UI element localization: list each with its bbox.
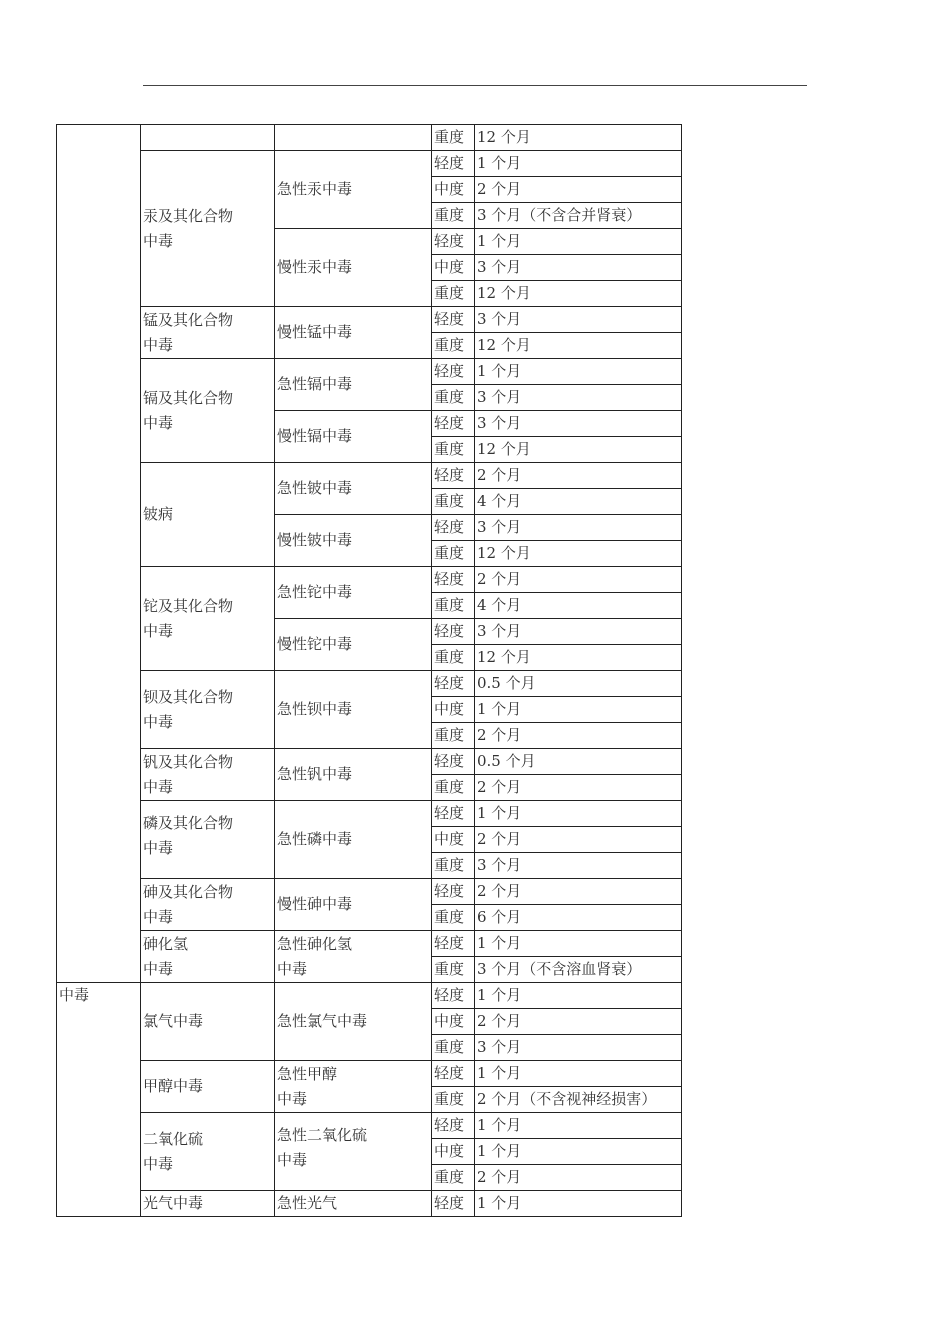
severity-level: 轻度 xyxy=(432,567,475,593)
duration: 1 个月 xyxy=(475,1139,682,1165)
severity-level: 重度 xyxy=(432,723,475,749)
table-row xyxy=(57,151,682,177)
poisoning-type: 急性甲醇 中毒 xyxy=(275,1061,432,1113)
poisoning-type: 慢性铊中毒 xyxy=(275,619,432,671)
duration: 2 个月 xyxy=(475,879,682,905)
duration: 2 个月 xyxy=(475,1009,682,1035)
duration: 1 个月 xyxy=(475,1113,682,1139)
duration: 12 个月 xyxy=(475,437,682,463)
disease-name: 锰及其化合物 中毒 xyxy=(141,307,275,359)
severity-level: 重度 xyxy=(432,905,475,931)
table-row xyxy=(57,1191,682,1217)
disease-name: 二氧化硫 中毒 xyxy=(141,1113,275,1191)
duration: 2 个月 xyxy=(475,723,682,749)
severity-level: 重度 xyxy=(432,853,475,879)
duration: 2 个月 xyxy=(475,463,682,489)
poisoning-type: 急性磷中毒 xyxy=(275,801,432,879)
poisoning-type xyxy=(275,125,432,151)
duration: 12 个月 xyxy=(475,645,682,671)
duration: 3 个月 xyxy=(475,1035,682,1061)
severity-level: 重度 xyxy=(432,593,475,619)
duration: 12 个月 xyxy=(475,541,682,567)
severity-level: 轻度 xyxy=(432,151,475,177)
severity-level: 重度 xyxy=(432,203,475,229)
duration: 2 个月 xyxy=(475,775,682,801)
duration: 2 个月 xyxy=(475,567,682,593)
table-row xyxy=(57,801,682,827)
severity-level: 轻度 xyxy=(432,619,475,645)
severity-level: 重度 xyxy=(432,1087,475,1113)
disease-name: 铊及其化合物 中毒 xyxy=(141,567,275,671)
duration: 3 个月 xyxy=(475,411,682,437)
poisoning-type: 急性铊中毒 xyxy=(275,567,432,619)
poisoning-type: 慢性汞中毒 xyxy=(275,229,432,307)
severity-level: 轻度 xyxy=(432,931,475,957)
severity-level: 重度 xyxy=(432,333,475,359)
duration: 4 个月 xyxy=(475,489,682,515)
left-category-label: 中毒 xyxy=(57,983,141,1217)
duration: 3 个月 xyxy=(475,515,682,541)
poisoning-type: 慢性铍中毒 xyxy=(275,515,432,567)
severity-level: 重度 xyxy=(432,385,475,411)
severity-level: 重度 xyxy=(432,489,475,515)
duration: 2 个月（不含视神经损害） xyxy=(475,1087,682,1113)
table-row xyxy=(57,671,682,697)
duration: 3 个月 xyxy=(475,255,682,281)
table-row xyxy=(57,749,682,775)
duration: 6 个月 xyxy=(475,905,682,931)
severity-level: 中度 xyxy=(432,177,475,203)
disease-name: 钡及其化合物 中毒 xyxy=(141,671,275,749)
table-row xyxy=(57,463,682,489)
duration: 3 个月 xyxy=(475,385,682,411)
duration: 2 个月 xyxy=(475,1165,682,1191)
duration: 1 个月 xyxy=(475,229,682,255)
table-row xyxy=(57,125,682,151)
disease-name: 磷及其化合物 中毒 xyxy=(141,801,275,879)
duration: 12 个月 xyxy=(475,281,682,307)
table-row xyxy=(57,1061,682,1087)
poisoning-type: 急性镉中毒 xyxy=(275,359,432,411)
table-row xyxy=(57,931,682,957)
disease-name: 汞及其化合物 中毒 xyxy=(141,151,275,307)
poisoning-type: 急性铍中毒 xyxy=(275,463,432,515)
duration: 12 个月 xyxy=(475,125,682,151)
poisoning-type: 急性氯气中毒 xyxy=(275,983,432,1061)
severity-level: 轻度 xyxy=(432,879,475,905)
severity-level: 轻度 xyxy=(432,671,475,697)
severity-level: 轻度 xyxy=(432,359,475,385)
left-category-continued xyxy=(57,125,141,983)
severity-level: 轻度 xyxy=(432,1113,475,1139)
severity-level: 重度 xyxy=(432,437,475,463)
duration: 3 个月（不含溶血肾衰） xyxy=(475,957,682,983)
poisoning-type: 慢性镉中毒 xyxy=(275,411,432,463)
severity-level: 重度 xyxy=(432,957,475,983)
duration: 3 个月（不含合并肾衰） xyxy=(475,203,682,229)
disease-name: 镉及其化合物 中毒 xyxy=(141,359,275,463)
severity-level: 轻度 xyxy=(432,1061,475,1087)
table-row xyxy=(57,983,682,1009)
duration: 1 个月 xyxy=(475,1061,682,1087)
poisoning-type: 急性钒中毒 xyxy=(275,749,432,801)
table-row xyxy=(57,567,682,593)
severity-level: 轻度 xyxy=(432,411,475,437)
severity-level: 重度 xyxy=(432,541,475,567)
poisoning-type: 慢性砷中毒 xyxy=(275,879,432,931)
duration: 12 个月 xyxy=(475,333,682,359)
severity-level: 轻度 xyxy=(432,307,475,333)
disease-name: 氯气中毒 xyxy=(141,983,275,1061)
duration: 0.5 个月 xyxy=(475,749,682,775)
severity-level: 重度 xyxy=(432,775,475,801)
severity-level: 重度 xyxy=(432,125,475,151)
disease-name: 甲醇中毒 xyxy=(141,1061,275,1113)
duration: 1 个月 xyxy=(475,931,682,957)
disease-name xyxy=(141,125,275,151)
duration: 4 个月 xyxy=(475,593,682,619)
table-row xyxy=(57,307,682,333)
header-rule xyxy=(143,85,807,86)
severity-level: 中度 xyxy=(432,697,475,723)
severity-level: 中度 xyxy=(432,1139,475,1165)
duration: 1 个月 xyxy=(475,151,682,177)
severity-level: 重度 xyxy=(432,1035,475,1061)
disease-name: 钒及其化合物 中毒 xyxy=(141,749,275,801)
severity-level: 中度 xyxy=(432,827,475,853)
severity-level: 轻度 xyxy=(432,801,475,827)
severity-level: 轻度 xyxy=(432,983,475,1009)
disease-name: 砷及其化合物 中毒 xyxy=(141,879,275,931)
duration: 1 个月 xyxy=(475,983,682,1009)
severity-level: 重度 xyxy=(432,645,475,671)
duration: 2 个月 xyxy=(475,177,682,203)
severity-level: 中度 xyxy=(432,1009,475,1035)
severity-level: 轻度 xyxy=(432,515,475,541)
severity-level: 重度 xyxy=(432,1165,475,1191)
duration: 0.5 个月 xyxy=(475,671,682,697)
severity-level: 轻度 xyxy=(432,229,475,255)
severity-level: 轻度 xyxy=(432,1191,475,1217)
duration: 3 个月 xyxy=(475,853,682,879)
table-row xyxy=(57,359,682,385)
duration: 1 个月 xyxy=(475,801,682,827)
table-row xyxy=(57,1113,682,1139)
disease-name: 砷化氢 中毒 xyxy=(141,931,275,983)
duration: 3 个月 xyxy=(475,619,682,645)
disease-name: 铍病 xyxy=(141,463,275,567)
poisoning-type: 急性钡中毒 xyxy=(275,671,432,749)
disease-name: 光气中毒 xyxy=(141,1191,275,1217)
duration: 1 个月 xyxy=(475,359,682,385)
severity-level: 中度 xyxy=(432,255,475,281)
poisoning-type: 慢性锰中毒 xyxy=(275,307,432,359)
severity-level: 重度 xyxy=(432,281,475,307)
duration: 1 个月 xyxy=(475,1191,682,1217)
poisoning-type: 急性汞中毒 xyxy=(275,151,432,229)
poisoning-type: 急性二氧化硫 中毒 xyxy=(275,1113,432,1191)
table-row xyxy=(57,879,682,905)
severity-level: 轻度 xyxy=(432,463,475,489)
poisoning-type: 急性光气 xyxy=(275,1191,432,1217)
poisoning-type: 急性砷化氢 中毒 xyxy=(275,931,432,983)
severity-level: 轻度 xyxy=(432,749,475,775)
duration: 3 个月 xyxy=(475,307,682,333)
poisoning-treatment-table xyxy=(56,124,682,1217)
duration: 1 个月 xyxy=(475,697,682,723)
duration: 2 个月 xyxy=(475,827,682,853)
